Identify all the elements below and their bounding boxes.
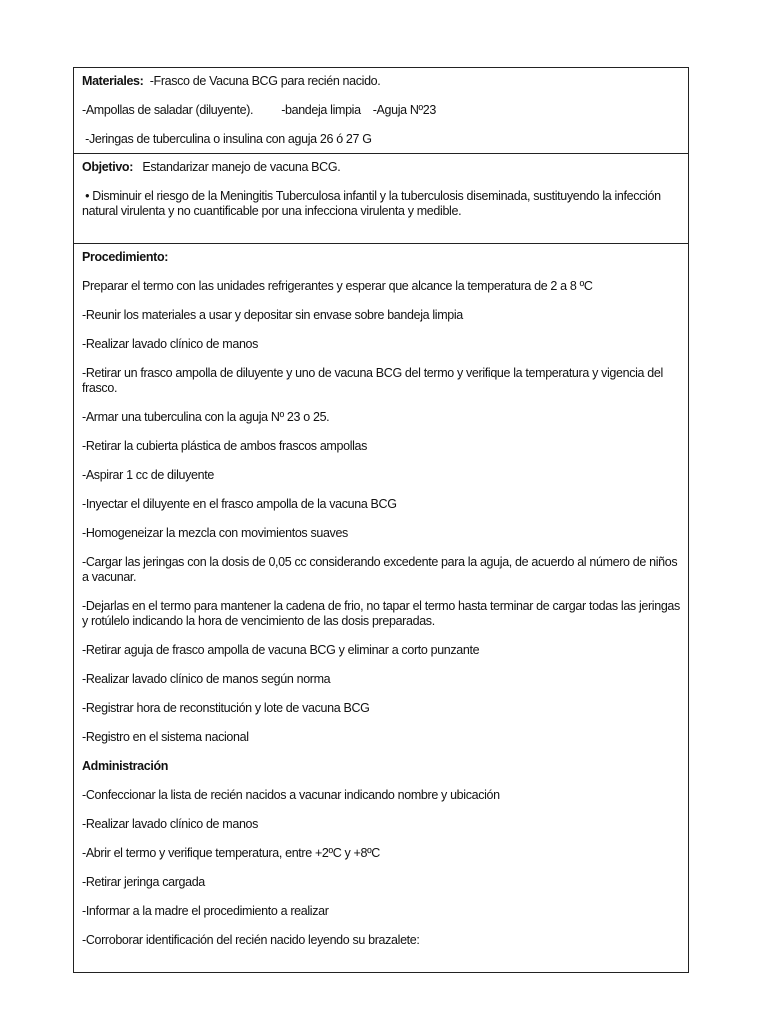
procedimiento-step: Preparar el termo con las unidades refrigerantes y esperar que alcance la temperatura de 2 a 8 ºC [82, 279, 593, 293]
procedimiento-step: -Registro en el sistema nacional [82, 730, 249, 744]
administracion-step: -Realizar lavado clínico de manos [82, 817, 259, 831]
procedimiento-step: -Registrar hora de reconstitución y lote de vacuna BCG [82, 701, 370, 715]
materiales-label: Materiales: [82, 74, 144, 88]
procedimiento-step: -Retirar la cubierta plástica de ambos frascos ampollas [82, 439, 368, 453]
materiales-line-1 [82, 74, 680, 89]
procedimiento-step: -Retirar aguja de frasco ampolla de vacuna BCG y eliminar a corto punzante [82, 643, 480, 657]
materiales-section [74, 68, 688, 154]
procedimiento-step: -Realizar lavado clínico de manos según norma [82, 672, 331, 686]
administracion-step: -Confeccionar la lista de recién nacidos a vacunar indicando nombre y ubicación [82, 788, 500, 802]
procedimiento-section [74, 244, 688, 972]
procedimiento-step: -Inyectar el diluyente en el frasco ampolla de la vacuna BCG [82, 497, 397, 511]
objetivo-bullet [82, 189, 680, 219]
procedimiento-step: -Dejarlas en el termo para mantener la cadena de frio, no tapar el termo hasta terminar de cargar todas las jeringas y rotúlelo indicando la hora de vencimiento de las dosis preparadas. [82, 599, 680, 628]
procedimiento-step: -Aspirar 1 cc de diluyente [82, 468, 214, 482]
materiales-item-tray: -bandeja limpia [281, 103, 361, 117]
materiales-item-syringes: -Jeringas de tuberculina o insulina con aguja 26 ó 27 G [85, 132, 372, 146]
protocol-table [73, 67, 689, 973]
administracion-step: -Retirar jeringa cargada [82, 875, 205, 889]
materiales-line-3 [82, 132, 680, 147]
materiales-line-2 [82, 103, 680, 118]
objetivo-section [74, 154, 688, 244]
objetivo-bullet-text: Disminuir el riesgo de la Meningitis Tuberculosa infantil y la tuberculosis diseminada, sustituyendo la infección natural virulenta y no cuantificable por una infecciona virulenta y medible. [82, 189, 661, 218]
procedimiento-step: -Cargar las jeringas con la dosis de 0,05 cc considerando excedente para la aguja, de acuerdo al número de niños a vacunar. [82, 555, 678, 584]
objetivo-text: Estandarizar manejo de vacuna BCG. [142, 160, 341, 174]
administracion-step: -Corroborar identificación del recién nacido leyendo su brazalete: [82, 933, 420, 947]
procedimiento-step: -Armar una tuberculina con la aguja Nº 23 o 25. [82, 410, 330, 424]
administracion-label: Administración [82, 759, 169, 773]
objetivo-line [82, 160, 680, 175]
procedimiento-step: -Homogeneizar la mezcla con movimientos suaves [82, 526, 348, 540]
materiales-item-vaccine: -Frasco de Vacuna BCG para recién nacido. [149, 74, 381, 88]
materiales-item-diluent: -Ampollas de saladar (diluyente). [82, 103, 254, 117]
procedimiento-step: -Reunir los materiales a usar y depositar sin envase sobre bandeja limpia [82, 308, 463, 322]
administracion-step: -Abrir el termo y verifique temperatura, entre +2ºC y +8ºC [82, 846, 380, 860]
bullet-icon: • [85, 189, 90, 203]
materiales-item-needle: -Aguja Nº23 [372, 103, 436, 117]
objetivo-label: Objetivo: [82, 160, 134, 174]
procedimiento-step: -Retirar un frasco ampolla de diluyente y uno de vacuna BCG del termo y verifique la temperatura y vigencia del frasco. [82, 366, 663, 395]
procedimiento-step: -Realizar lavado clínico de manos [82, 337, 259, 351]
procedimiento-label: Procedimiento: [82, 250, 169, 264]
administracion-step: -Informar a la madre el procedimiento a realizar [82, 904, 329, 918]
